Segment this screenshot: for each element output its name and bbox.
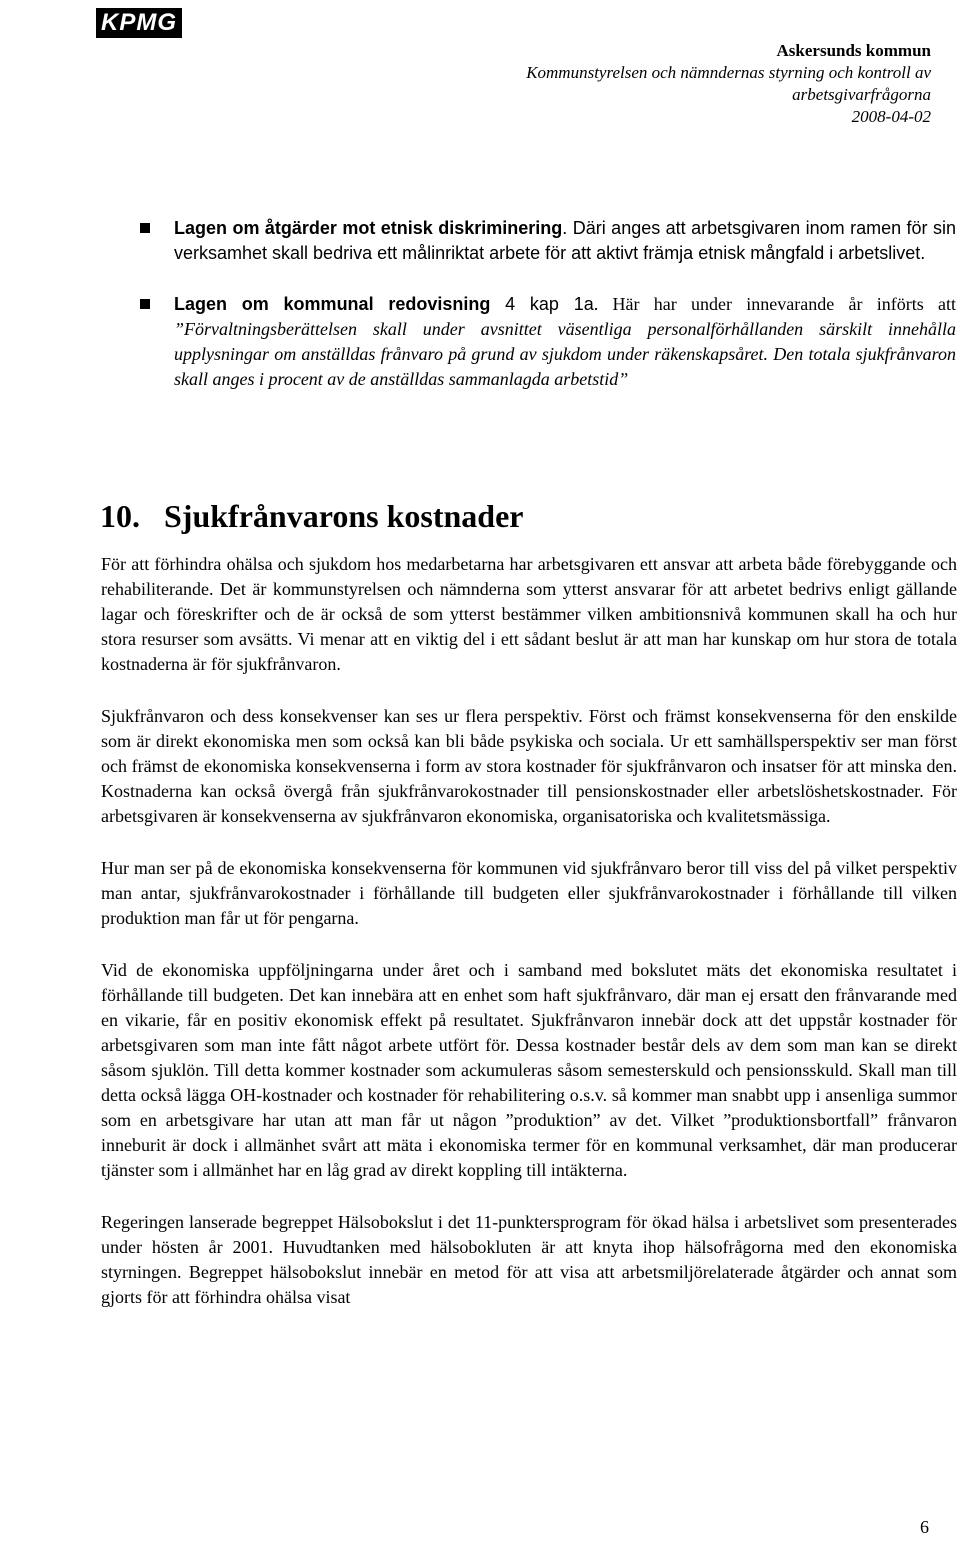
- section-number: 10.: [100, 498, 140, 534]
- bullet-list: [140, 216, 956, 418]
- bullet-reference: 4 kap 1a: [490, 294, 594, 314]
- paragraph: Vid de ekonomiska uppföljningarna under året och i samband med bokslutet mäts det ekonomiska resultatet i förhållande till budgeten. Det kan innebära att en enhet som haft sjukfrånvaro, där man ej ersatt den frånvarande med en vikarie, får en positiv ekonomisk effekt på resultatet. Sjukfrånvaron innebär dock att det uppstår kostnader för arbetsgivaren som man inte fått något arbete utfört för. Dessa kostnader består dels av dem som man kan se direkt såsom sjuklön. Till detta kommer kostnader som ackumuleras såsom semesterskuld och pensionsskuld. Skall man till detta också lägga OH-kostnader och kostnader för rehabilitering o.s.v. så kommer man snabbt upp i ansenliga summor som en arbetsgivare har utan att man får ut någon ”produktion” av det. Vilket ”produktionsbortfall” frånvaron inneburit är dock i allmänhet svårt att mäta i ekonomiska termer för en kommunal verksamhet, där man producerar tjänster som i allmänhet har en låg grad av direkt koppling till intäkterna.: [101, 960, 957, 1180]
- bullet-text: . Däri anges att arbetsgivaren inom ramen för sin verksamhet skall bedriva ett målinriktat arbete för att aktivt främja etnisk mångfald i arbetslivet.: [174, 218, 956, 263]
- paragraph: Regeringen lanserade begreppet Hälsobokslut i det 11-punktersprogram för ökad hälsa i arbetslivet som presenterades under hösten år 2001. Huvudtanken med hälsobokluten är att knyta ihop hälsofrågorna med den ekonomiska styrningen. Begreppet hälsobokslut innebär en metod för att visa att arbetsmiljörelaterade åtgärder och annat som gjorts för att förhindra ohälsa visat: [101, 1212, 957, 1307]
- page-header: [511, 40, 931, 128]
- bullet-square-icon: [140, 299, 150, 309]
- paragraph: Sjukfrånvaron och dess konsekvenser kan ses ur flera perspektiv. Först och främst konsekvenserna för den enskilde som är direkt ekonomiska men som också kan bli både psykiska och sociala. Ur ett samhällsperspektiv ser man först och främst de ekonomiska konsekvenserna i form av stora kostnader för sjukfrånvaron och insatser för att minska den. Kostnaderna kan också övergå från sjukfrånvarokostnader till pensionskostnader eller arbetslöshetskostnader. För arbetsgivaren är konsekvenserna av sjukfrånvaron ekonomiska, organisatoriska och kvalitetsmässiga.: [101, 706, 957, 826]
- header-subtitle: Kommunstyrelsen och nämndernas styrning och kontroll av arbetsgivarfrågorna: [526, 63, 931, 104]
- section-title: Sjukfrånvarons kostnader: [164, 498, 524, 534]
- bullet-item: [140, 292, 956, 392]
- page-number: 6: [920, 1517, 929, 1537]
- bullet-law-title: Lagen om åtgärder mot etnisk diskriminering: [174, 218, 563, 238]
- section-heading: [100, 498, 523, 535]
- paragraph: Hur man ser på de ekonomiska konsekvenserna för kommunen vid sjukfrånvaro beror till viss del på vilket perspektiv man antar, sjukfrånvarokostnader i förhållande till budgeten eller sjukfrånvarokostnader i förhållande till vilken produktion man får ut för pengarna.: [101, 858, 957, 928]
- bullet-item: [140, 216, 956, 266]
- bullet-text: . Här har under innevarande år införts att: [593, 294, 956, 314]
- bullet-law-title: Lagen om kommunal redovisning: [174, 294, 491, 314]
- header-date: 2008-04-02: [851, 107, 931, 126]
- header-org: Askersunds kommun: [776, 41, 931, 60]
- paragraph: För att förhindra ohälsa och sjukdom hos medarbetarna har arbetsgivaren ett ansvar att arbeta både förebyggande och rehabiliterande. Det är kommunstyrelsen och nämnderna som ytterst ansvarar för att arbetet bedrivs enligt gällande lagar och föreskrifter och de är också de som ytterst bestämmer vilken ambitionsnivå kommunen skall ha och hur stora resurser som avsätts. Vi menar att en viktig del i ett sådant beslut är att man har kunskap om hur stora de totala kostnaderna är för sjukfrånvaron.: [101, 554, 957, 674]
- section-body: [101, 552, 957, 1337]
- kpmg-logo: KPMG: [96, 8, 182, 38]
- bullet-quote: ”Förvaltningsberättelsen skall under avsnittet väsentliga personalförhållanden särskilt innehålla upplysningar om anställdas frånvaro på grund av sjukdom under räkenskapsåret. Den totala sjukfrånvaron skall anges i procent av de anställdas sammanlagda arbetstid”: [174, 319, 956, 389]
- bullet-square-icon: [140, 223, 150, 233]
